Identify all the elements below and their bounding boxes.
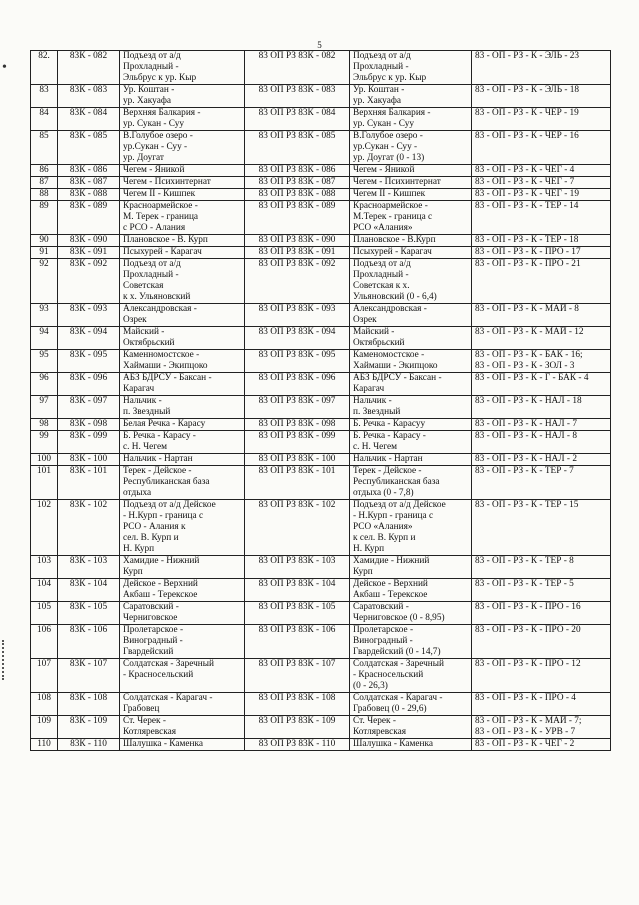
road-code: 83К - 096 xyxy=(58,373,120,396)
road-name-new: АБЗ БДРСУ - Баксан - Карагач xyxy=(350,373,472,396)
table-row xyxy=(31,556,611,579)
road-code-new: 83 - ОП - РЗ - К - ЭЛЬ - 23 xyxy=(472,51,611,85)
road-identifier: 83 ОП РЗ 83К - 082 xyxy=(245,51,350,85)
road-code-new: 83 - ОП - РЗ - К - ЧЕГ - 19 xyxy=(472,189,611,201)
road-name: Каменномостское - Хаймаши - Экипцоко xyxy=(120,350,245,373)
road-name-new: Солдатская - Карагач - Грабовец (0 - 29,6) xyxy=(350,693,472,716)
road-code-new: 83 - ОП - РЗ - К - ТЕР - 14 xyxy=(472,201,611,235)
table-row xyxy=(31,201,611,235)
road-name: АБЗ БДРСУ - Баксан - Карагач xyxy=(120,373,245,396)
table-row xyxy=(31,51,611,85)
road-name: Нальчик - п. Звездный xyxy=(120,396,245,419)
road-identifier: 83 ОП РЗ 83К - 110 xyxy=(245,739,350,751)
road-code: 83К - 099 xyxy=(58,431,120,454)
road-code-new: 83 - ОП - РЗ - К - ПРО - 16 xyxy=(472,602,611,625)
road-name: Верхняя Балкария - ур. Сукан - Суу xyxy=(120,108,245,131)
road-code: 83К - 095 xyxy=(58,350,120,373)
row-number: 104 xyxy=(31,579,58,602)
road-name-new: Б. Речка - Карасу - с. Н. Чегем xyxy=(350,431,472,454)
road-code-new: 83 - ОП - РЗ - К - НАЛ - 18 xyxy=(472,396,611,419)
table-row xyxy=(31,85,611,108)
road-identifier: 83 ОП РЗ 83К - 108 xyxy=(245,693,350,716)
road-identifier: 83 ОП РЗ 83К - 093 xyxy=(245,304,350,327)
row-number: 87 xyxy=(31,177,58,189)
table-row xyxy=(31,419,611,431)
road-name: Александровская - Озрек xyxy=(120,304,245,327)
row-number: 102 xyxy=(31,500,58,556)
road-name: Подъезд от а/д Прохладный - Эльбрус к ур. Кыр xyxy=(120,51,245,85)
road-identifier: 83 ОП РЗ 83К - 097 xyxy=(245,396,350,419)
table-row xyxy=(31,259,611,304)
road-code: 83К - 083 xyxy=(58,85,120,108)
road-identifier: 83 ОП РЗ 83К - 099 xyxy=(245,431,350,454)
road-code-new: 83 - ОП - РЗ - К - ТЕР - 8 xyxy=(472,556,611,579)
road-name: Б. Речка - Карасу - с. Н. Чегем xyxy=(120,431,245,454)
road-name-new: Подъезд от а/д Прохладный - Советская к х. Ульяновский (0 - 6,4) xyxy=(350,259,472,304)
road-identifier: 83 ОП РЗ 83К - 089 xyxy=(245,201,350,235)
table-row xyxy=(31,431,611,454)
road-code: 83К - 100 xyxy=(58,454,120,466)
road-identifier: 83 ОП РЗ 83К - 101 xyxy=(245,466,350,500)
road-code-new: 83 - ОП - РЗ - К - БАК - 16; 83 - ОП - РЗ - К - ЗОЛ - 3 xyxy=(472,350,611,373)
road-name: Солдатская - Заречный - Красносельский xyxy=(120,659,245,693)
road-identifier: 83 ОП РЗ 83К - 100 xyxy=(245,454,350,466)
road-name: Чегем - Психинтернат xyxy=(120,177,245,189)
road-name: Белая Речка - Карасу xyxy=(120,419,245,431)
row-number: 96 xyxy=(31,373,58,396)
road-name-new: Шалушка - Каменка xyxy=(350,739,472,751)
road-name: Шалушка - Каменка xyxy=(120,739,245,751)
road-name: Саратовский - Черниговское xyxy=(120,602,245,625)
road-name-new: Ур. Коштан - ур. Хакуафа xyxy=(350,85,472,108)
road-identifier: 83 ОП РЗ 83К - 084 xyxy=(245,108,350,131)
road-name-new: Б. Речка - Карасуу xyxy=(350,419,472,431)
row-number: 95 xyxy=(31,350,58,373)
road-code-new: 83 - ОП - РЗ - К - ПРО - 21 xyxy=(472,259,611,304)
table-row xyxy=(31,693,611,716)
road-name: Майский - Октябрьский xyxy=(120,327,245,350)
table-row xyxy=(31,625,611,659)
road-name: Дейское - Верхний Акбаш - Терекское xyxy=(120,579,245,602)
road-name-new: Нальчик - Нартан xyxy=(350,454,472,466)
row-number: 110 xyxy=(31,739,58,751)
row-number: 99 xyxy=(31,431,58,454)
road-identifier: 83 ОП РЗ 83К - 090 xyxy=(245,235,350,247)
road-code: 83К - 110 xyxy=(58,739,120,751)
road-name-new: Ст. Черек - Котляревская xyxy=(350,716,472,739)
road-name-new: Хамидие - Нижний Курп xyxy=(350,556,472,579)
road-code-new: 83 - ОП - РЗ - К - ТЕР - 5 xyxy=(472,579,611,602)
road-code: 83К - 084 xyxy=(58,108,120,131)
road-identifier: 83 ОП РЗ 83К - 098 xyxy=(245,419,350,431)
table-row xyxy=(31,131,611,165)
road-code: 83К - 108 xyxy=(58,693,120,716)
row-number: 93 xyxy=(31,304,58,327)
road-name: Нальчик - Нартан xyxy=(120,454,245,466)
row-number: 97 xyxy=(31,396,58,419)
road-code: 83К - 106 xyxy=(58,625,120,659)
road-name: Подъезд от а/д Прохладный - Советская к х. Ульяновский xyxy=(120,259,245,304)
road-code: 83К - 104 xyxy=(58,579,120,602)
row-number: 88 xyxy=(31,189,58,201)
table-row xyxy=(31,454,611,466)
road-code: 83К - 105 xyxy=(58,602,120,625)
table-row xyxy=(31,327,611,350)
road-name: Псыхурей - Карагач xyxy=(120,247,245,259)
road-code-new: 83 - ОП - РЗ - К - Г - БАК - 4 xyxy=(472,373,611,396)
table-row xyxy=(31,500,611,556)
road-code-new: 83 - ОП - РЗ - К - ЧЕГ - 2 xyxy=(472,739,611,751)
road-identifier: 83 ОП РЗ 83К - 088 xyxy=(245,189,350,201)
margin-mark: • xyxy=(2,60,7,75)
road-code-new: 83 - ОП - РЗ - К - МАЙ - 12 xyxy=(472,327,611,350)
road-code-new: 83 - ОП - РЗ - К - НАЛ - 2 xyxy=(472,454,611,466)
road-identifier: 83 ОП РЗ 83К - 094 xyxy=(245,327,350,350)
road-code-new: 83 - ОП - РЗ - К - ЧЕР - 16 xyxy=(472,131,611,165)
road-code-new: 83 - ОП - РЗ - К - НАЛ - 7 xyxy=(472,419,611,431)
road-name-new: Подъезд от а/д Дейское - Н.Курп - граница с РСО «Алания» к сел. В. Курп и Н. Курп xyxy=(350,500,472,556)
page-number: 5 xyxy=(317,40,322,50)
road-identifier: 83 ОП РЗ 83К - 085 xyxy=(245,131,350,165)
road-code-new: 83 - ОП - РЗ - К - ЧЕГ - 4 xyxy=(472,165,611,177)
road-identifier: 83 ОП РЗ 83К - 087 xyxy=(245,177,350,189)
table-row xyxy=(31,165,611,177)
row-number: 82. xyxy=(31,51,58,85)
table-row xyxy=(31,247,611,259)
row-number: 106 xyxy=(31,625,58,659)
road-name-new: Псыхурей - Карагач xyxy=(350,247,472,259)
road-name: Ст. Черек - Котляревская xyxy=(120,716,245,739)
row-number: 109 xyxy=(31,716,58,739)
road-code: 83К - 092 xyxy=(58,259,120,304)
road-identifier: 83 ОП РЗ 83К - 106 xyxy=(245,625,350,659)
road-code: 83К - 101 xyxy=(58,466,120,500)
road-name: Плановское - В. Курп xyxy=(120,235,245,247)
road-code-new: 83 - ОП - РЗ - К - ПРО - 12 xyxy=(472,659,611,693)
road-name: Красноармейское - М. Терек - граница с РСО - Алания xyxy=(120,201,245,235)
table-row xyxy=(31,108,611,131)
road-code: 83К - 098 xyxy=(58,419,120,431)
road-name: Солдатская - Карагач - Грабовец xyxy=(120,693,245,716)
road-code: 83К - 090 xyxy=(58,235,120,247)
row-number: 105 xyxy=(31,602,58,625)
road-code: 83К - 086 xyxy=(58,165,120,177)
road-name-new: Пролетарское - Виноградный - Гвардейский (0 - 14,7) xyxy=(350,625,472,659)
road-name-new: Нальчик - п. Звездный xyxy=(350,396,472,419)
road-name-new: Майский - Октябрьский xyxy=(350,327,472,350)
road-identifier: 83 ОП РЗ 83К - 096 xyxy=(245,373,350,396)
road-name: Пролетарское - Виноградный - Гвардейский xyxy=(120,625,245,659)
road-name: Чегем - Яникой xyxy=(120,165,245,177)
row-number: 90 xyxy=(31,235,58,247)
road-code: 83К - 087 xyxy=(58,177,120,189)
road-name-new: Красноармейское - М.Терек - граница с РСО «Алания» xyxy=(350,201,472,235)
road-name: В.Голубое озеро - ур.Сукан - Суу - ур. Доугат xyxy=(120,131,245,165)
road-name: Терек - Дейское - Республиканская база отдыха xyxy=(120,466,245,500)
road-name: Хамидие - Нижний Курп xyxy=(120,556,245,579)
road-identifier: 83 ОП РЗ 83К - 105 xyxy=(245,602,350,625)
table-row xyxy=(31,602,611,625)
row-number: 84 xyxy=(31,108,58,131)
row-number: 108 xyxy=(31,693,58,716)
road-code: 83К - 102 xyxy=(58,500,120,556)
table-row xyxy=(31,396,611,419)
road-name-new: Терек - Дейское - Республиканская база отдыха (0 - 7,8) xyxy=(350,466,472,500)
road-name-new: Плановское - В.Курп xyxy=(350,235,472,247)
road-identifier: 83 ОП РЗ 83К - 083 xyxy=(245,85,350,108)
road-code: 83К - 109 xyxy=(58,716,120,739)
road-name-new: Дейское - Верхний Акбаш - Терекское xyxy=(350,579,472,602)
road-identifier: 83 ОП РЗ 83К - 109 xyxy=(245,716,350,739)
table-row xyxy=(31,235,611,247)
road-code-new: 83 - ОП - РЗ - К - ЭЛЬ - 18 xyxy=(472,85,611,108)
road-identifier: 83 ОП РЗ 83К - 103 xyxy=(245,556,350,579)
road-code-new: 83 - ОП - РЗ - К - ТЕР - 15 xyxy=(472,500,611,556)
road-identifier: 83 ОП РЗ 83К - 091 xyxy=(245,247,350,259)
road-code: 83К - 093 xyxy=(58,304,120,327)
row-number: 103 xyxy=(31,556,58,579)
table-row xyxy=(31,466,611,500)
road-code: 83К - 085 xyxy=(58,131,120,165)
road-name-new: Каменомостское - Хаймаши - Экипцоко xyxy=(350,350,472,373)
road-name-new: В.Голубое озеро - ур.Сукан - Суу - ур. Доугат (0 - 13) xyxy=(350,131,472,165)
road-name-new: Чегем - Психинтернат xyxy=(350,177,472,189)
road-code: 83К - 094 xyxy=(58,327,120,350)
row-number: 101 xyxy=(31,466,58,500)
row-number: 83 xyxy=(31,85,58,108)
road-code-new: 83 - ОП - РЗ - К - ЧЕР - 19 xyxy=(472,108,611,131)
road-identifier: 83 ОП РЗ 83К - 092 xyxy=(245,259,350,304)
table-row xyxy=(31,373,611,396)
road-identifier: 83 ОП РЗ 83К - 102 xyxy=(245,500,350,556)
road-name-new: Солдатская - Заречный - Красносельский (0 - 26,3) xyxy=(350,659,472,693)
road-name-new: Саратовский - Черниговское (0 - 8,95) xyxy=(350,602,472,625)
table-row xyxy=(31,659,611,693)
roads-table-body xyxy=(31,51,611,751)
road-code-new: 83 - ОП - РЗ - К - ПРО - 20 xyxy=(472,625,611,659)
row-number: 85 xyxy=(31,131,58,165)
table-row xyxy=(31,739,611,751)
roads-table xyxy=(30,50,611,751)
row-number: 94 xyxy=(31,327,58,350)
row-number: 100 xyxy=(31,454,58,466)
road-name-new: Верхняя Балкария - ур. Сукан - Суу xyxy=(350,108,472,131)
row-number: 91 xyxy=(31,247,58,259)
table-row xyxy=(31,350,611,373)
road-identifier: 83 ОП РЗ 83К - 107 xyxy=(245,659,350,693)
row-number: 92 xyxy=(31,259,58,304)
table-row xyxy=(31,716,611,739)
road-identifier: 83 ОП РЗ 83К - 104 xyxy=(245,579,350,602)
road-name: Чегем II - Кишпек xyxy=(120,189,245,201)
road-code: 83К - 107 xyxy=(58,659,120,693)
road-code: 83К - 089 xyxy=(58,201,120,235)
table-row xyxy=(31,177,611,189)
road-code: 83К - 088 xyxy=(58,189,120,201)
road-code-new: 83 - ОП - РЗ - К - ТЕР - 18 xyxy=(472,235,611,247)
road-name-new: Чегем II - Кишпек xyxy=(350,189,472,201)
road-identifier: 83 ОП РЗ 83К - 095 xyxy=(245,350,350,373)
road-code-new: 83 - ОП - РЗ - К - НАЛ - 8 xyxy=(472,431,611,454)
table-row xyxy=(31,579,611,602)
row-number: 107 xyxy=(31,659,58,693)
margin-binding-marks xyxy=(2,640,10,680)
row-number: 89 xyxy=(31,201,58,235)
road-code-new: 83 - ОП - РЗ - К - ПРО - 17 xyxy=(472,247,611,259)
road-code-new: 83 - ОП - РЗ - К - ЧЕГ - 7 xyxy=(472,177,611,189)
row-number: 86 xyxy=(31,165,58,177)
road-name: Подъезд от а/д Дейское - Н.Курп - граница с РСО - Алания к сел. В. Курп и Н. Курп xyxy=(120,500,245,556)
road-code: 83К - 103 xyxy=(58,556,120,579)
road-name-new: Александровская - Озрек xyxy=(350,304,472,327)
road-identifier: 83 ОП РЗ 83К - 086 xyxy=(245,165,350,177)
road-code-new: 83 - ОП - РЗ - К - ПРО - 4 xyxy=(472,693,611,716)
road-code: 83К - 091 xyxy=(58,247,120,259)
road-name-new: Подъезд от а/д Прохладный - Эльбрус к ур. Кыр xyxy=(350,51,472,85)
road-code-new: 83 - ОП - РЗ - К - МАЙ - 8 xyxy=(472,304,611,327)
road-name-new: Чегем - Яникой xyxy=(350,165,472,177)
road-code: 83К - 082 xyxy=(58,51,120,85)
table-row xyxy=(31,304,611,327)
road-code-new: 83 - ОП - РЗ - К - МАЙ - 7; 83 - ОП - РЗ - К - УРВ - 7 xyxy=(472,716,611,739)
road-code-new: 83 - ОП - РЗ - К - ТЕР - 7 xyxy=(472,466,611,500)
road-name: Ур. Коштан - ур. Хакуафа xyxy=(120,85,245,108)
row-number: 98 xyxy=(31,419,58,431)
road-code: 83К - 097 xyxy=(58,396,120,419)
table-row xyxy=(31,189,611,201)
